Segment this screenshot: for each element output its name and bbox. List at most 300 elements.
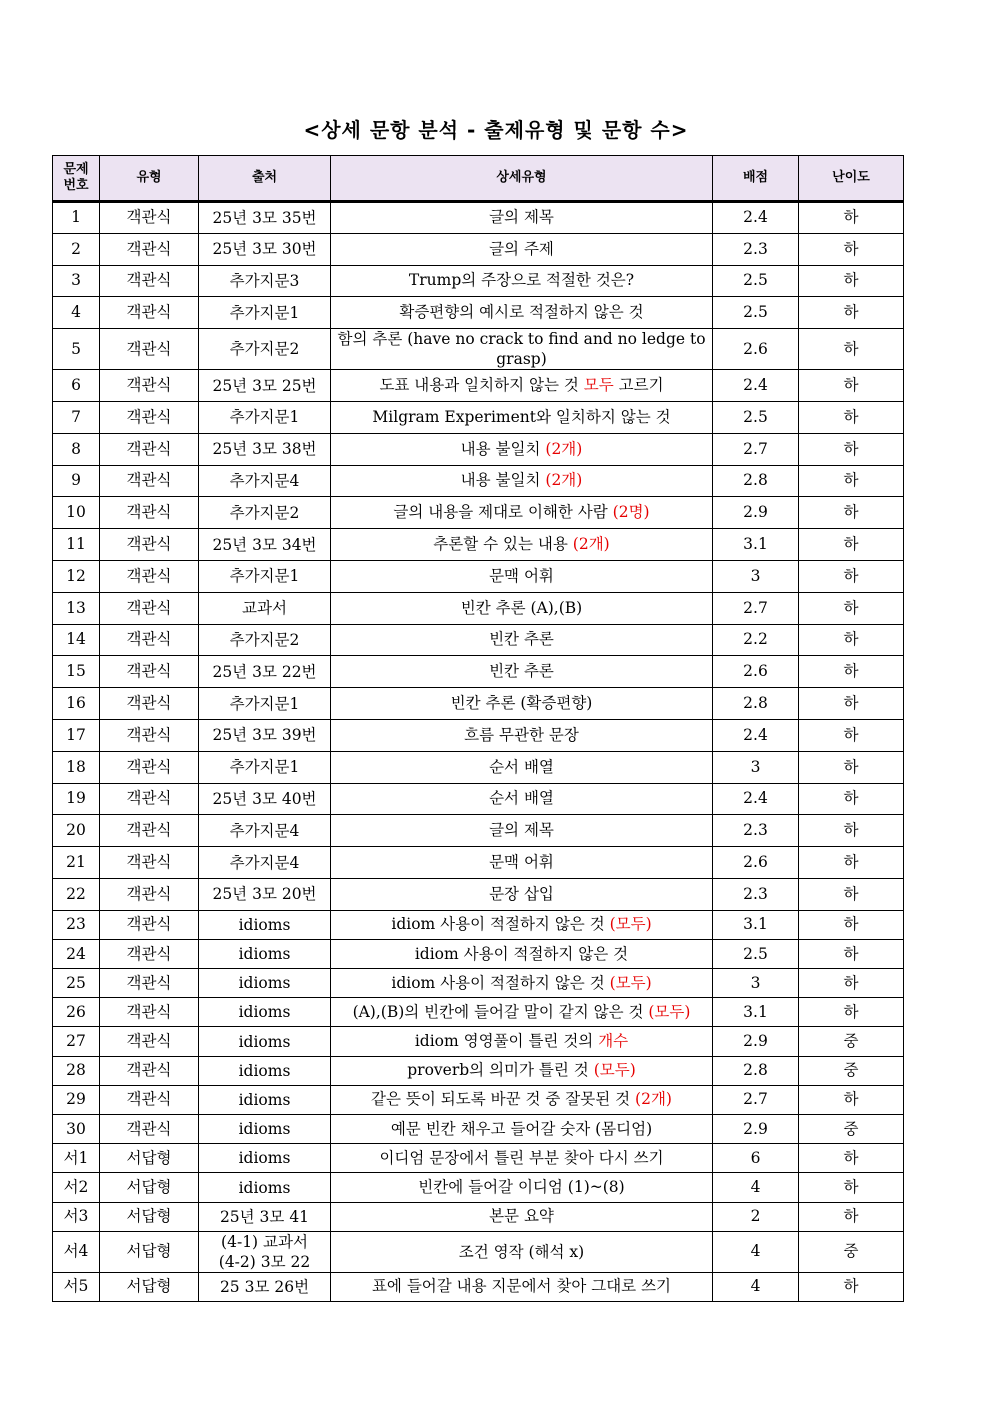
cell-score: 2.3 — [713, 878, 799, 910]
cell-type: 객관식 — [100, 370, 199, 402]
cell-score: 2.7 — [713, 1085, 799, 1114]
cell-detail — [331, 656, 713, 688]
cell-detail — [331, 1027, 713, 1056]
cell-source: idioms — [199, 1173, 331, 1202]
cell-source: 교과서 — [199, 592, 331, 624]
cell-detail — [331, 998, 713, 1027]
detail-text: idiom 영영풀이 틀린 것의 — [414, 1032, 599, 1051]
cell-type: 객관식 — [100, 233, 199, 265]
detail-highlight: (모두) — [609, 973, 652, 992]
cell-source: 25년 3모 39번 — [199, 719, 331, 751]
cell-type: 객관식 — [100, 560, 199, 592]
cell-type: 객관식 — [100, 751, 199, 783]
cell-difficulty: 하 — [799, 465, 904, 497]
cell-source: 추가지문3 — [199, 265, 331, 297]
cell-source: 25년 3모 25번 — [199, 370, 331, 402]
cell-score: 2.9 — [713, 1115, 799, 1144]
cell-difficulty: 하 — [799, 998, 904, 1027]
cell-type: 객관식 — [100, 688, 199, 720]
cell-detail — [331, 719, 713, 751]
cell-detail — [331, 401, 713, 433]
cell-detail — [331, 1144, 713, 1173]
cell-difficulty: 하 — [799, 297, 904, 329]
table-row — [53, 998, 904, 1027]
cell-score: 3.1 — [713, 529, 799, 561]
cell-difficulty: 하 — [799, 688, 904, 720]
detail-highlight: (모두) — [609, 915, 652, 934]
cell-score: 2.4 — [713, 202, 799, 234]
table-row — [53, 910, 904, 939]
cell-difficulty: 하 — [799, 1202, 904, 1231]
cell-detail — [331, 370, 713, 402]
cell-type: 객관식 — [100, 969, 199, 998]
detail-text: 내용 불일치 — [460, 471, 546, 490]
cell-source: idioms — [199, 939, 331, 968]
cell-score: 3.1 — [713, 998, 799, 1027]
detail-highlight: 개수 — [598, 1032, 629, 1051]
cell-type: 객관식 — [100, 401, 199, 433]
cell-number: 서2 — [53, 1173, 100, 1202]
cell-difficulty: 중 — [799, 1115, 904, 1144]
detail-text: 흐름 무관한 문장 — [464, 725, 579, 744]
table-row — [53, 1027, 904, 1056]
cell-number: 서1 — [53, 1144, 100, 1173]
cell-detail — [331, 1173, 713, 1202]
cell-number: 12 — [53, 560, 100, 592]
detail-highlight: (2명) — [612, 503, 650, 522]
detail-highlight: (2개) — [572, 535, 610, 554]
detail-highlight: (2개) — [635, 1090, 672, 1109]
cell-difficulty: 하 — [799, 1144, 904, 1173]
cell-type: 객관식 — [100, 1027, 199, 1056]
detail-text: 이디엄 문장에서 틀린 부분 찾아 다시 쓰기 — [379, 1148, 664, 1167]
detail-text: idiom 사용이 적절하지 않은 것 — [391, 973, 610, 992]
detail-text: 빈칸 추론 — [489, 630, 554, 649]
cell-number: 11 — [53, 529, 100, 561]
cell-detail — [331, 202, 713, 234]
cell-number: 14 — [53, 624, 100, 656]
table-row — [53, 969, 904, 998]
table-body — [53, 202, 904, 1302]
detail-text: 글의 제목 — [489, 208, 554, 227]
detail-highlight: (2개) — [545, 471, 583, 490]
cell-difficulty: 하 — [799, 497, 904, 529]
cell-difficulty: 하 — [799, 370, 904, 402]
cell-difficulty: 중 — [799, 1231, 904, 1272]
cell-number: 27 — [53, 1027, 100, 1056]
cell-number: 4 — [53, 297, 100, 329]
cell-source: 추가지문4 — [199, 847, 331, 879]
cell-source: 추가지문2 — [199, 624, 331, 656]
cell-detail — [331, 783, 713, 815]
table-row — [53, 815, 904, 847]
detail-text: 확증편향의 예시로 적절하지 않은 것 — [399, 303, 644, 322]
detail-highlight: (모두) — [593, 1061, 636, 1080]
cell-type: 객관식 — [100, 998, 199, 1027]
cell-difficulty: 하 — [799, 939, 904, 968]
detail-text: 글의 주제 — [489, 239, 554, 258]
cell-source: 25년 3모 22번 — [199, 656, 331, 688]
header-type: 유형 — [100, 156, 199, 202]
cell-detail — [331, 1231, 713, 1272]
cell-difficulty: 하 — [799, 656, 904, 688]
cell-score: 2.6 — [713, 656, 799, 688]
cell-number: 7 — [53, 401, 100, 433]
cell-difficulty: 하 — [799, 265, 904, 297]
cell-score: 3.1 — [713, 910, 799, 939]
cell-source: idioms — [199, 910, 331, 939]
cell-number: 29 — [53, 1085, 100, 1114]
cell-type: 객관식 — [100, 265, 199, 297]
table-row — [53, 1085, 904, 1114]
cell-detail — [331, 1272, 713, 1301]
cell-difficulty: 하 — [799, 1085, 904, 1114]
cell-detail — [331, 529, 713, 561]
detail-text: 추론할 수 있는 내용 — [433, 535, 573, 554]
table-row — [53, 847, 904, 879]
cell-source: 25년 3모 40번 — [199, 783, 331, 815]
cell-detail — [331, 1056, 713, 1085]
cell-score: 2.4 — [713, 719, 799, 751]
cell-difficulty: 하 — [799, 202, 904, 234]
cell-score: 2.9 — [713, 497, 799, 529]
analysis-table — [52, 155, 904, 1302]
detail-text: 문맥 어휘 — [489, 853, 554, 872]
table-row — [53, 656, 904, 688]
table-row — [53, 1115, 904, 1144]
detail-text: 순서 배열 — [489, 757, 554, 776]
cell-difficulty: 하 — [799, 969, 904, 998]
cell-source: 추가지문4 — [199, 465, 331, 497]
cell-difficulty: 하 — [799, 560, 904, 592]
table-row — [53, 297, 904, 329]
cell-difficulty: 중 — [799, 1027, 904, 1056]
cell-type: 서답형 — [100, 1231, 199, 1272]
cell-number: 25 — [53, 969, 100, 998]
cell-detail — [331, 497, 713, 529]
cell-type: 객관식 — [100, 719, 199, 751]
cell-number: 3 — [53, 265, 100, 297]
cell-detail — [331, 433, 713, 465]
cell-difficulty: 하 — [799, 592, 904, 624]
cell-score: 2.9 — [713, 1027, 799, 1056]
detail-text: Milgram Experiment와 일치하지 않는 것 — [372, 407, 671, 426]
detail-text: 빈칸 추론 (확증편향) — [450, 694, 593, 713]
cell-type: 서답형 — [100, 1144, 199, 1173]
cell-number: 20 — [53, 815, 100, 847]
cell-number: 서5 — [53, 1272, 100, 1301]
cell-source: 추가지문1 — [199, 297, 331, 329]
cell-number: 24 — [53, 939, 100, 968]
table-row — [53, 202, 904, 234]
cell-type: 객관식 — [100, 878, 199, 910]
cell-type: 객관식 — [100, 939, 199, 968]
table-row — [53, 560, 904, 592]
cell-type: 객관식 — [100, 202, 199, 234]
detail-text: idiom 사용이 적절하지 않은 것 — [391, 915, 610, 934]
detail-text: 글의 내용을 제대로 이해한 사람 — [393, 503, 613, 522]
cell-detail — [331, 1115, 713, 1144]
cell-source: idioms — [199, 1085, 331, 1114]
detail-text: 빈칸 추론 (A),(B) — [460, 598, 583, 617]
cell-score: 3 — [713, 969, 799, 998]
cell-difficulty: 하 — [799, 815, 904, 847]
cell-source: idioms — [199, 1144, 331, 1173]
cell-type: 객관식 — [100, 1056, 199, 1085]
detail-text: 순서 배열 — [489, 789, 554, 808]
detail-text: 조건 영작 (해석 x) — [458, 1242, 585, 1261]
cell-type: 객관식 — [100, 624, 199, 656]
cell-number: 13 — [53, 592, 100, 624]
table-row — [53, 1173, 904, 1202]
cell-difficulty: 하 — [799, 529, 904, 561]
detail-text: 함의 추론 (have no crack to find and no ledge to grasp) — [337, 330, 706, 369]
detail-text: Trump의 주장으로 적절한 것은? — [408, 271, 635, 290]
page-title: <상세 문항 분석 - 출제유형 및 문항 수> — [303, 118, 689, 142]
cell-detail — [331, 939, 713, 968]
table-row — [53, 370, 904, 402]
detail-text: proverb의 의미가 틀린 것 — [407, 1061, 594, 1080]
cell-difficulty: 하 — [799, 401, 904, 433]
detail-text: 본문 요약 — [489, 1207, 554, 1226]
cell-difficulty: 하 — [799, 910, 904, 939]
table-row — [53, 433, 904, 465]
cell-score: 2.4 — [713, 370, 799, 402]
cell-source: 추가지문1 — [199, 560, 331, 592]
cell-detail — [331, 329, 713, 370]
cell-type: 서답형 — [100, 1272, 199, 1301]
cell-source: idioms — [199, 969, 331, 998]
cell-number: 26 — [53, 998, 100, 1027]
cell-type: 객관식 — [100, 433, 199, 465]
cell-source: 25년 3모 34번 — [199, 529, 331, 561]
cell-number: 28 — [53, 1056, 100, 1085]
header-score: 배점 — [713, 156, 799, 202]
cell-score: 2 — [713, 1202, 799, 1231]
table-row — [53, 878, 904, 910]
cell-source: 추가지문1 — [199, 688, 331, 720]
cell-number: 8 — [53, 433, 100, 465]
cell-score: 2.5 — [713, 939, 799, 968]
cell-difficulty: 하 — [799, 847, 904, 879]
cell-number: 21 — [53, 847, 100, 879]
cell-score: 2.5 — [713, 265, 799, 297]
cell-number: 19 — [53, 783, 100, 815]
cell-type: 객관식 — [100, 1085, 199, 1114]
cell-difficulty: 하 — [799, 233, 904, 265]
detail-text: 표에 들어갈 내용 지문에서 찾아 그대로 쓰기 — [371, 1277, 672, 1296]
cell-detail — [331, 910, 713, 939]
cell-score: 3 — [713, 560, 799, 592]
cell-source: 25년 3모 30번 — [199, 233, 331, 265]
cell-number: 22 — [53, 878, 100, 910]
cell-number: 5 — [53, 329, 100, 370]
cell-score: 2.8 — [713, 688, 799, 720]
cell-type: 객관식 — [100, 592, 199, 624]
cell-number: 10 — [53, 497, 100, 529]
cell-type: 객관식 — [100, 910, 199, 939]
cell-type: 객관식 — [100, 465, 199, 497]
cell-source: 추가지문4 — [199, 815, 331, 847]
detail-text: 내용 불일치 — [460, 439, 546, 458]
table-row — [53, 529, 904, 561]
cell-score: 2.8 — [713, 465, 799, 497]
cell-score: 4 — [713, 1231, 799, 1272]
cell-number: 1 — [53, 202, 100, 234]
cell-number: 18 — [53, 751, 100, 783]
cell-score: 3 — [713, 751, 799, 783]
detail-text: 도표 내용과 일치하지 않는 것 — [379, 376, 584, 395]
cell-score: 2.7 — [713, 592, 799, 624]
cell-difficulty: 하 — [799, 783, 904, 815]
table-row — [53, 1056, 904, 1085]
header-number: 문제 번호 — [53, 156, 100, 202]
cell-source: (4-1) 교과서 (4-2) 3모 22 — [199, 1231, 331, 1272]
header-detail: 상세유형 — [331, 156, 713, 202]
cell-source: 추가지문2 — [199, 497, 331, 529]
table-header-row — [53, 156, 904, 202]
cell-number: 16 — [53, 688, 100, 720]
cell-source: 25년 3모 41 — [199, 1202, 331, 1231]
detail-text: 문맥 어휘 — [489, 566, 554, 585]
cell-score: 2.6 — [713, 329, 799, 370]
table-row — [53, 233, 904, 265]
table-row — [53, 1231, 904, 1272]
detail-highlight: (모두) — [648, 1002, 691, 1021]
cell-difficulty: 하 — [799, 719, 904, 751]
cell-source: 추가지문2 — [199, 329, 331, 370]
cell-difficulty: 하 — [799, 751, 904, 783]
cell-number: 30 — [53, 1115, 100, 1144]
cell-detail — [331, 847, 713, 879]
cell-type: 객관식 — [100, 847, 199, 879]
cell-difficulty: 하 — [799, 1272, 904, 1301]
detail-text: 문장 삽입 — [489, 884, 554, 903]
cell-number: 9 — [53, 465, 100, 497]
cell-detail — [331, 624, 713, 656]
cell-source: idioms — [199, 1027, 331, 1056]
cell-detail — [331, 688, 713, 720]
table-row — [53, 401, 904, 433]
cell-difficulty: 하 — [799, 433, 904, 465]
cell-number: 23 — [53, 910, 100, 939]
cell-source: 추가지문1 — [199, 401, 331, 433]
cell-score: 2.5 — [713, 297, 799, 329]
cell-score: 4 — [713, 1272, 799, 1301]
cell-type: 객관식 — [100, 497, 199, 529]
cell-number: 서4 — [53, 1231, 100, 1272]
table-row — [53, 1272, 904, 1301]
detail-text: 빈칸 추론 — [489, 662, 554, 681]
cell-source: idioms — [199, 1056, 331, 1085]
cell-detail — [331, 233, 713, 265]
cell-number: 서3 — [53, 1202, 100, 1231]
cell-source: 25년 3모 38번 — [199, 433, 331, 465]
cell-source: 25년 3모 35번 — [199, 202, 331, 234]
cell-type: 객관식 — [100, 1115, 199, 1144]
cell-detail — [331, 297, 713, 329]
cell-difficulty: 하 — [799, 329, 904, 370]
detail-text: 글의 제목 — [489, 821, 554, 840]
cell-score: 2.2 — [713, 624, 799, 656]
detail-text: (A),(B)의 빈칸에 들어갈 말이 같지 않은 것 — [352, 1002, 649, 1021]
cell-type: 객관식 — [100, 815, 199, 847]
cell-type: 객관식 — [100, 656, 199, 688]
cell-detail — [331, 1085, 713, 1114]
cell-score: 2.4 — [713, 783, 799, 815]
cell-detail — [331, 265, 713, 297]
cell-type: 객관식 — [100, 297, 199, 329]
cell-detail — [331, 969, 713, 998]
cell-type: 서답형 — [100, 1173, 199, 1202]
cell-source: 25년 3모 20번 — [199, 878, 331, 910]
cell-difficulty: 하 — [799, 878, 904, 910]
cell-score: 6 — [713, 1144, 799, 1173]
detail-highlight: (2개) — [545, 439, 583, 458]
cell-score: 2.3 — [713, 233, 799, 265]
cell-difficulty: 하 — [799, 624, 904, 656]
table-row — [53, 624, 904, 656]
cell-score: 4 — [713, 1173, 799, 1202]
cell-detail — [331, 1202, 713, 1231]
table-row — [53, 719, 904, 751]
table-row — [53, 497, 904, 529]
table-row — [53, 265, 904, 297]
table-row — [53, 1202, 904, 1231]
table-row — [53, 592, 904, 624]
table-row — [53, 783, 904, 815]
cell-difficulty: 중 — [799, 1056, 904, 1085]
header-source: 출처 — [199, 156, 331, 202]
table-row — [53, 465, 904, 497]
cell-detail — [331, 560, 713, 592]
cell-number: 17 — [53, 719, 100, 751]
cell-number: 15 — [53, 656, 100, 688]
detail-text: 같은 뜻이 되도록 바꾼 것 중 잘못된 것 — [371, 1090, 636, 1109]
table-row — [53, 751, 904, 783]
table-row — [53, 329, 904, 370]
cell-number: 2 — [53, 233, 100, 265]
cell-type: 객관식 — [100, 329, 199, 370]
detail-text: 예문 빈칸 채우고 들어갈 숫자 (몸디엄) — [390, 1119, 653, 1138]
cell-detail — [331, 751, 713, 783]
cell-source: idioms — [199, 1115, 331, 1144]
cell-source: 추가지문1 — [199, 751, 331, 783]
cell-detail — [331, 465, 713, 497]
cell-score: 2.3 — [713, 815, 799, 847]
detail-highlight: 모두 — [583, 376, 614, 395]
cell-number: 6 — [53, 370, 100, 402]
cell-source: idioms — [199, 998, 331, 1027]
table-row — [53, 939, 904, 968]
table-row — [53, 1144, 904, 1173]
cell-difficulty: 하 — [799, 1173, 904, 1202]
cell-score: 2.7 — [713, 433, 799, 465]
cell-source: 25 3모 26번 — [199, 1272, 331, 1301]
cell-detail — [331, 592, 713, 624]
cell-type: 객관식 — [100, 529, 199, 561]
cell-score: 2.6 — [713, 847, 799, 879]
cell-detail — [331, 878, 713, 910]
cell-score: 2.5 — [713, 401, 799, 433]
table-row — [53, 688, 904, 720]
cell-type: 서답형 — [100, 1202, 199, 1231]
header-difficulty: 난이도 — [799, 156, 904, 202]
cell-type: 객관식 — [100, 783, 199, 815]
detail-suffix: 고르기 — [613, 376, 664, 395]
detail-text: idiom 사용이 적절하지 않은 것 — [414, 944, 629, 963]
cell-detail — [331, 815, 713, 847]
